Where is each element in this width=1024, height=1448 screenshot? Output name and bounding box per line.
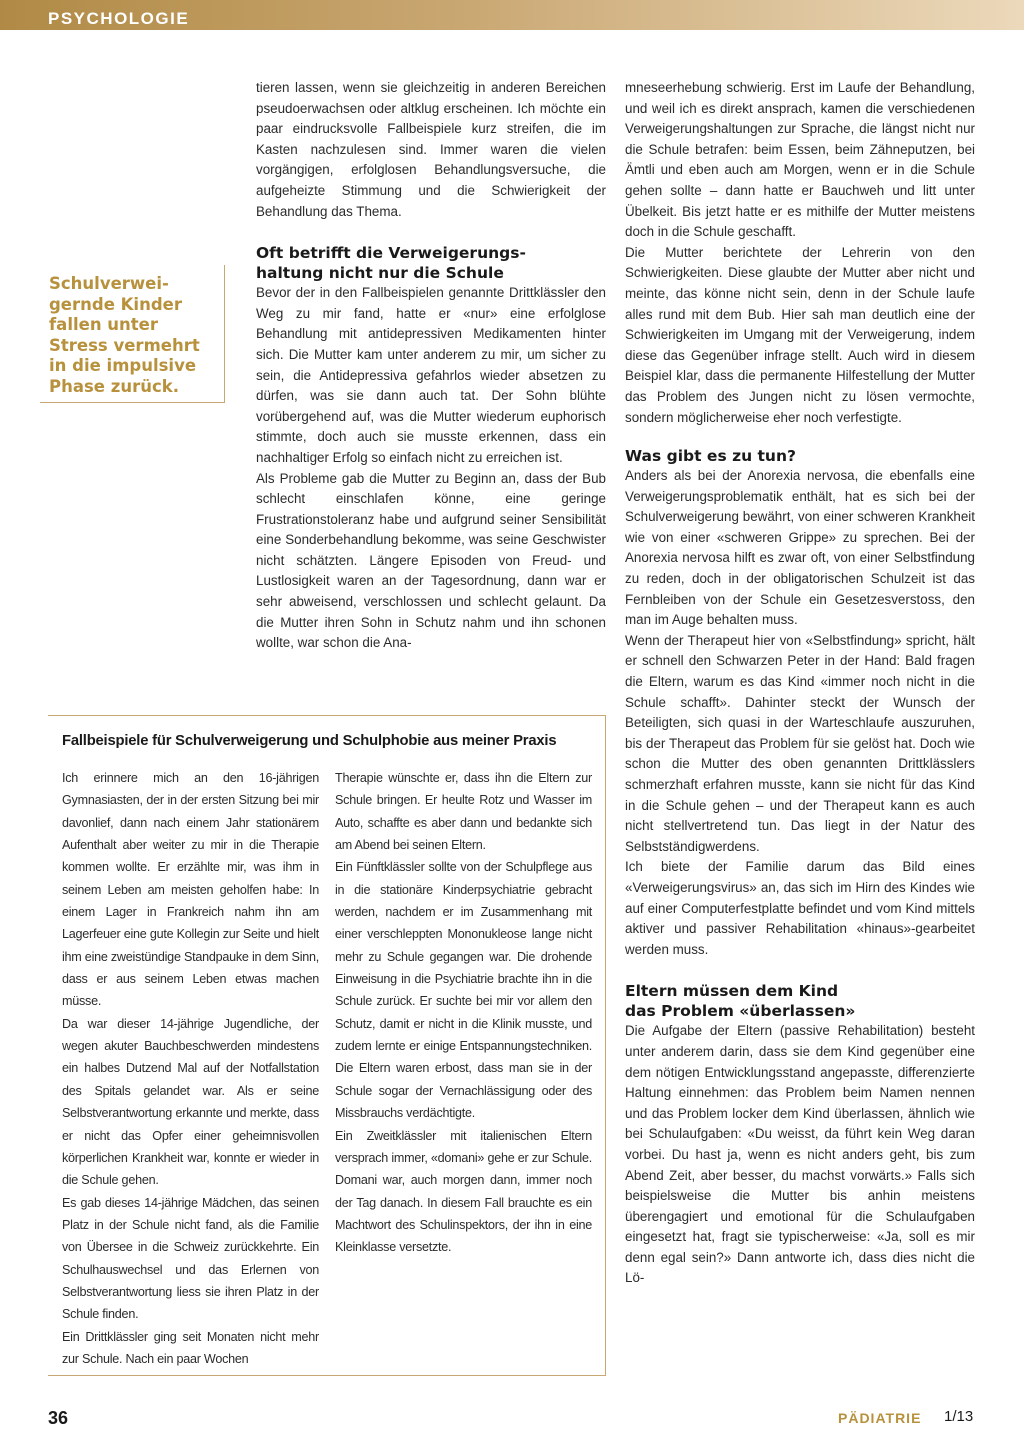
pull-quote-line: Phase zurück. xyxy=(49,376,179,396)
box-paragraph: Es gab dieses 14-jährige Mädchen, das seinen Platz in der Schule nicht fand, als die Familie von Übersee in die Schweiz zurückkehrte. Ein Schulhauswechsel und das Erlernen von Selbstverantwortung liess sie ihren Platz in der Schule finden. xyxy=(62,1195,319,1322)
subheading xyxy=(256,243,606,283)
paragraph: Als Probleme gab die Mutter zu Beginn an, dass der Bub schlecht einschlafen könne, eine geringe Frustrationstoleranz habe und aufgrund seiner Sensibilität eine Sonderbehandlung bekomme, was seine Geschwister nicht schätzten. Längere Episoden von Freud- und Lustlosigkeit waren an der Tagesordnung, dann war er sehr abweisend, verschlossen und schlecht gelaunt. Da die Mutter ihren Sohn in Schutz nahm und ihn schonen wollte, war schon die Ana- xyxy=(256,470,606,651)
box-paragraph: Ein Drittklässler ging seit Monaten nicht mehr zur Schule. Nach ein paar Wochen xyxy=(62,1329,319,1366)
box-paragraph: Ein Fünftklässler sollte von der Schulpflege aus in die stationäre Kinderpsychiatrie gebracht werden, nachdem er im Zusammenhang mit einer verschleppten Mononukleose lange nicht mehr zu Schule gegangen war. Die drohende Einweisung in die Psychiatrie brachte ihn in die Schule zurück. Er suchte bei mir vor allem den Schutz, damit er nicht in die Klinik musste, und zudem lernte er einige Entspannungstechniken. Die Eltern waren erbost, dass man sie in der Schule sogar der Vernachlässigung oder des Missbrauchs verdächtigte. xyxy=(335,860,592,1121)
paragraph: Die Mutter berichtete der Lehrerin von den Schwierigkeiten. Diese glaubte der Mutter aber nicht und meinte, das könne nicht sein, denn in der Schule laufe alles rund mit dem Bub. Hier sah man deutlich eine der Schwierigkeiten im Umgang mit der Verweigerung, indem diese das Gegenüber infrage stellt. Auch wird in diesem Beispiel klar, dass die permanente Hilfestellung der Mutter das Problem des Jungen nicht zu lösen vermochte, sondern möglicherweise eher noch verfestigte. xyxy=(625,244,975,425)
box-paragraph: Ein Zweitklässler mit italienischen Eltern versprach immer, «domani» gehe er zur Schule. Domani war, auch morgen dann, immer noch der Tag danach. In diesem Fall brauchte es ein Machtwort des Schulinspektors, der ihn in eine Kleinklasse versetzte. xyxy=(335,1128,592,1255)
article-column-right xyxy=(625,78,975,1289)
subheading xyxy=(625,981,975,1021)
paragraph: Die Aufgabe der Eltern (passive Rehabilitation) besteht unter anderem darin, dass sie dem Kind gegenüber eine dem nötigen Entwicklungsstand angepasste, differenzierte Haltung einnehmen: das Problem beim Namen nennen und das Problem locker dem Kind überlassen, ähnlich wie bei Schulaufgaben: «Du weisst, da führt kein Weg daran vorbei. Du hast ja, wenn es nicht anders geht, bis zum Abend Zeit, aber besser, du machst vorwärts.» Falls sich beispielsweise die Mutter bis anhin meistens überengagiert und emotional für die Schulaufgaben eingesetzt hat, fragt sie typischerweise: «Ja, soll es mir denn egal sein?» Dann antworte ich, dass dies nicht die Lö- xyxy=(625,1023,975,1286)
paragraph: Anders als bei der Anorexia nervosa, die ebenfalls eine Verweigerungsproblematik enthält, hat es sich bei der Schulverweigerung bewährt, von einer schweren Krankheit wie von einer «schweren Grippe» zu sprechen. Bei der Anorexia nervosa hilft es zwar oft, von einer Selbstfindung zu reden, doch in der obligatorischen Schulzeit ist das Fernbleiben von der Schule ein Gesetzesverstoss, den man im Auge behalten muss. xyxy=(625,468,975,628)
box-title: Fallbeispiele für Schulverweigerung und Schulphobie aus meiner Praxis xyxy=(62,733,557,749)
issue-number: 1/13 xyxy=(944,1408,974,1425)
paragraph: Bevor der in den Fallbeispielen genannte Drittklässler den Weg zu mir fand, hatte er «nur» eine erfolglose Behandlung mit antidepressiven Medikamenten hinter sich. Die Mutter kam unter anderem zu mir, um sicher zu sein, die Antidepressiva gefahrlos wieder absetzen zu dürfen, was sie dann auch tat. Der Sohn blühte vorübergehend auf, was die Mutter wiederum euphorisch stimmte, doch auch sie musste erkennen, dass ein nachhaltiger Erfolg so einfach nicht zu erreichen ist. xyxy=(256,285,606,465)
journal-logo: PÄDIATRIE xyxy=(838,1410,922,1426)
article-column-middle xyxy=(256,78,606,654)
pull-quote-line: in die impulsive xyxy=(49,356,197,376)
box-column-right xyxy=(335,767,592,1259)
section-header-band xyxy=(0,0,1024,30)
page-number: 36 xyxy=(48,1408,69,1428)
pull-quote-line: gernde Kinder xyxy=(49,294,182,314)
box-paragraph: Da war dieser 14-jährige Jugendliche, der wegen akuter Bauchbeschwerden mindestens ein halbes Dutzend Mal auf der Notfallstation des Spitals gelandet war. Als er seine Selbstverantwortung erkannte und merkte, dass er nicht das Opfer einer geheimnisvollen körperlichen Krankheit war, konnte er wieder in die Schule gehen. xyxy=(62,1016,319,1188)
pull-quote-line: Schulverwei- xyxy=(49,274,169,293)
pull-quote-line: Stress vermehrt xyxy=(49,335,200,355)
box-column-left xyxy=(62,767,319,1370)
paragraph: tieren lassen, wenn sie gleichzeitig in anderen Bereichen pseudoerwachsen oder altklug erscheinen. Ich möchte ein paar eindrucksvolle Fallbeispiele kurz streifen, die im Kasten nachzulesen sind. Immer waren die vielen vorgängigen, erfolglosen Behandlungsversuche, die aufgeheizte Stimmung und die Schwierigkeit der Behandlung das Thema. xyxy=(256,80,606,219)
subheading-line: das Problem «überlassen» xyxy=(625,1002,856,1021)
paragraph: mneseerhebung schwierig. Erst im Laufe der Behandlung, und weil ich es direkt ansprach, kamen die verschiedenen Verweigerungshaltungen zur Sprache, die längst nicht nur die Schule betrafen: beim Essen, beim Zähneputzen, bei Ämtli und eben auch am Morgen, wenn er in die Schule gehen sollte – dann hatte er Bauchweh und litt unter Übelkeit. Bis jetzt hatte er es mithilfe der Mutter meistens doch in die Schule geschafft. xyxy=(625,80,975,240)
paragraph: Ich biete der Familie darum das Bild eines «Verweigerungsvirus» an, das sich im Hirn des Kindes wie auf einer Computerfestplatte befindet und vom Kind mittels aktiver und passiver Rehabilitation «hinaus»-gearbeitet werden muss. xyxy=(625,859,975,957)
pull-quote xyxy=(40,265,225,403)
paragraph: Wenn der Therapeut hier von «Selbstfindung» spricht, hält er schnell den Schwarzen Peter in der Hand: Bald fragen die Eltern, warum es das Kind «immer noch nicht in die Schule schafft». Dahinter steckt der Wunsch der Beteiligten, sich quasi in der Warteschlaufe auszuruhen, bis der Therapeut das Problem für sie gelöst hat. Doch wie schon die Mutter des oben genannten Drittklässlers schmerzhaft erfahren musste, kann sie nicht für das Kind in die Schule gehen – und der Therapeut kann es auch nicht stellvertretend tun. Das liegt in der Natur des Selbstständigwerdens. xyxy=(625,632,975,854)
section-label: PSYCHOLOGIE xyxy=(48,9,190,28)
box-paragraph: Ich erinnere mich an den 16-jährigen Gymnasiasten, der in der ersten Sitzung bei mir davonlief, dann nach einem Jahr stationärem Aufenthalt aber weiter zu mir in die Therapie kommen wollte. Er erzählte mir, was ihm in seinem Leben am meisten geholfen habe: In einem Lager in Frankreich nahm ihn am Lagerfeuer eine gute Kollegin zur Seite und hielt ihm eine zweistündige Standpauke in dem Sinn, dass er aus seinem Leben etwas machen müsse. xyxy=(62,771,319,1009)
subheading-line: haltung nicht nur die Schule xyxy=(256,264,504,283)
subheading-line: Oft betrifft die Verweigerungs- xyxy=(256,244,526,263)
subheading: Was gibt es zu tun? xyxy=(625,447,796,466)
case-examples-box xyxy=(48,715,606,1376)
subheading-line: Eltern müssen dem Kind xyxy=(625,982,839,1001)
pull-quote-line: fallen unter xyxy=(49,315,159,335)
box-paragraph: Therapie wünschte er, dass ihn die Eltern zur Schule bringen. Er heulte Rotz und Wasser im Auto, schaffte es aber dann und bedankte sich am Abend bei seinen Eltern. xyxy=(335,771,592,853)
